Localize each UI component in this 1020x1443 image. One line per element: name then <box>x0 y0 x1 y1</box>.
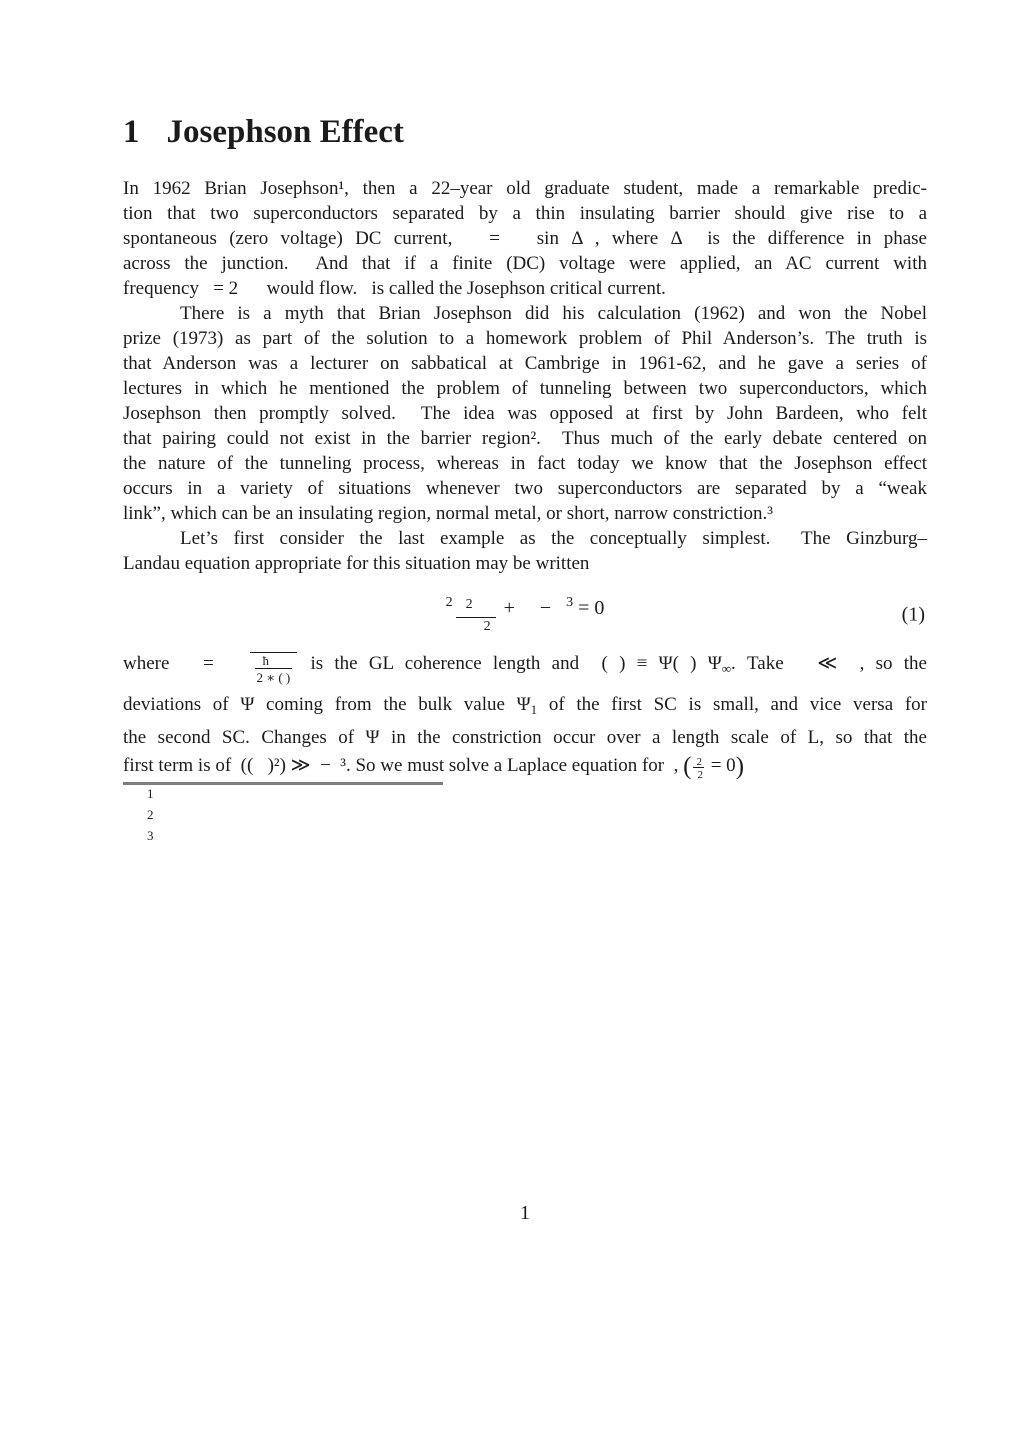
text-line <box>123 691 927 724</box>
paragraph-3 <box>123 526 927 576</box>
paragraph-4 <box>123 650 927 781</box>
section-title-text: Josephson Effect <box>166 114 404 150</box>
text-line: In 1962 Brian Josephson¹, then a 22–year old graduate student, made a remarkable predic- <box>123 178 927 199</box>
text-segment: = 0 <box>705 755 736 776</box>
text-line: across the junction. And that if a finite (DC) voltage were applied, an AC current with <box>123 253 927 274</box>
text-line: occurs in a variety of situations whenever two superconductors are separated by a “weak <box>123 478 927 499</box>
equation-equals-zero: = 0 <box>573 597 605 619</box>
coherence-length-fraction <box>255 654 293 685</box>
fraction-numerator: 2 <box>696 756 702 768</box>
text-segment: is the GL coherence length and ( ) ≡ Ψ( ) Ψ <box>299 653 722 674</box>
text-line: the nature of the tunneling process, whereas in fact today we know that the Josephson effect <box>123 453 927 474</box>
footnote-item <box>123 786 523 807</box>
text-segment: . Take ≪ , so the <box>731 653 927 674</box>
text-line: spontaneous (zero voltage) DC current, = sin Δ , where Δ is the difference in phase <box>123 228 927 249</box>
laplace-fraction <box>693 757 704 781</box>
fraction-numerator: 2 <box>465 597 473 612</box>
text-segment: deviations of Ψ coming from the bulk value Ψ <box>123 694 531 715</box>
section-number: 1 <box>123 114 140 150</box>
text-line: that pairing could not exist in the barrier region². Thus much of the early debate centered on <box>123 428 927 449</box>
section-heading <box>123 114 404 151</box>
footnote-marker: 1 <box>147 786 154 801</box>
text-line: that Anderson was a lecturer on sabbatical at Cambrige in 1961-62, and he gave a series of <box>123 353 927 374</box>
fraction-denominator: 2 <box>483 619 491 634</box>
fraction-numerator: ħ <box>262 653 270 668</box>
footnote-block <box>123 786 523 849</box>
paragraph-1 <box>123 176 927 301</box>
text-line: There is a myth that Brian Josephson did his calculation (1962) and won the Nobel <box>180 303 927 324</box>
psi-one-subscript: 1 <box>530 702 538 717</box>
text-line <box>123 650 927 691</box>
display-equation <box>123 583 927 647</box>
text-line: frequency = 2 would flow. is called the Josephson critical current. <box>123 278 666 299</box>
fraction-denominator: 2 ∗ ( ) <box>256 670 291 685</box>
equation-operators: + − <box>498 597 567 619</box>
psi-infinity-subscript: ∞ <box>721 661 732 676</box>
close-parenthesis: ) <box>735 753 745 780</box>
text-line: link”, which can be an insulating region, normal metal, or short, narrow constriction.³ <box>123 503 773 524</box>
text-line: Josephson then promptly solved. The idea was opposed at first by John Bardeen, who felt <box>123 403 927 424</box>
fraction-bar <box>456 617 496 618</box>
text-line: Let’s first consider the last example as the conceptually simplest. The Ginzburg– <box>180 528 927 549</box>
derivative-fraction <box>456 597 496 635</box>
xi-squared-exponent: 2 <box>445 595 453 610</box>
footnote-item <box>123 828 523 849</box>
equation-body <box>446 595 605 635</box>
text-segment: first term is of (( )²) ≫ − ³. So we must solve a Laplace equation for , <box>123 755 684 776</box>
footnote-marker: 2 <box>147 807 154 822</box>
text-line <box>123 752 927 781</box>
equation-number: (1) <box>901 603 925 626</box>
footnote-rule <box>123 782 443 785</box>
text-segment: of the first SC is small, and vice versa for <box>537 694 927 715</box>
page-number: 1 <box>520 1202 530 1224</box>
text-line: prize (1973) as part of the solution to a homework problem of Phil Anderson’s. The truth is <box>123 328 927 349</box>
text-line: tion that two superconductors separated by a thin insulating barrier should give rise to a <box>123 203 927 224</box>
square-root-expression <box>250 652 298 691</box>
fraction-denominator: 2 <box>693 767 704 781</box>
paragraph-2 <box>123 301 927 526</box>
text-line: lectures in which he mentioned the problem of tunneling between two superconductors, which <box>123 378 927 399</box>
cube-exponent: 3 <box>566 595 574 610</box>
text-line: Landau equation appropriate for this situation may be written <box>123 553 590 574</box>
footnote-item <box>123 807 523 828</box>
text-line: the second SC. Changes of Ψ in the constriction occur over a length scale of L, so that the <box>123 727 927 748</box>
open-parenthesis: ( <box>683 753 692 780</box>
text-segment: where = <box>123 653 248 674</box>
footnote-marker: 3 <box>147 828 154 843</box>
